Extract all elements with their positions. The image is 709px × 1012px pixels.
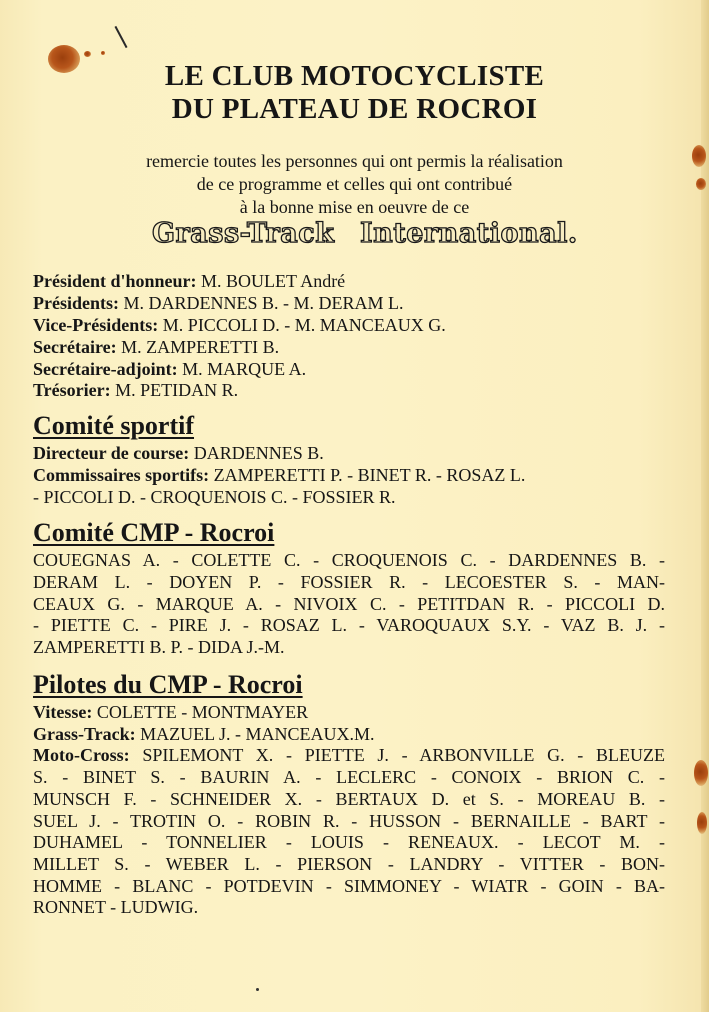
officer-secretaire-adjoint: Secrétaire-adjoint: M. MARQUE A. — [33, 359, 307, 379]
rust-stain-dot-2 — [101, 51, 105, 55]
commissaires-sportifs: Commissaires sportifs: ZAMPERETTI P. - BINET R. - ROSAZ L. — [33, 465, 526, 485]
heading-comite-cmp: Comité CMP - Rocroi — [33, 518, 275, 547]
officer-vice-presidents: Vice-Présidents: M. PICCOLI D. - M. MANCEAUX G. — [33, 315, 446, 335]
intro-line3: à la bonne mise en oeuvre de ce — [239, 197, 470, 217]
heading-pilotes: Pilotes du CMP - Rocroi — [33, 670, 303, 699]
officer-president-honneur: Président d'honneur: M. BOULET André — [33, 271, 346, 291]
rust-stain-right-lower-2 — [697, 812, 707, 834]
comite-cmp-line1: COUEGNAS A. - COLETTE C. - CROQUENOIS C. - DARDENNES B. - — [33, 550, 665, 570]
intro-line2: de ce programme et celles qui ont contribué — [196, 174, 513, 194]
moto-cross-line2: S. - BINET S. - BAURIN A. - LECLERC - CONOIX - BRION C. - — [33, 767, 665, 787]
event-word-grass-track: Grass-Track — [152, 218, 335, 249]
comite-cmp-line4: - PIETTE C. - PIRE J. - ROSAZ L. - VAROQUAUX S.Y. - VAZ B. J. - — [33, 615, 665, 635]
comite-cmp-line3: CEAUX G. - MARQUE A. - NIVOIX C. - PETITDAN R. - PICCOLI D. — [33, 594, 665, 614]
ink-dot — [256, 988, 259, 991]
rust-stain-dot — [84, 51, 91, 57]
pilotes-vitesse: Vitesse: COLETTE - MONTMAYER — [33, 702, 309, 722]
event-word-international: International. — [360, 218, 578, 249]
comite-cmp-line5: ZAMPERETTI B. P. - DIDA J.-M. — [33, 637, 285, 657]
page-title-line1: LE CLUB MOTOCYCLISTE — [164, 60, 545, 92]
comite-cmp-line2: DERAM L. - DOYEN P. - FOSSIER R. - LECOESTER S. - MAN- — [33, 572, 665, 592]
moto-cross-line4: SUEL J. - TROTIN O. - ROBIN R. - HUSSON - BERNAILLE - BART - — [33, 811, 665, 831]
officer-secretaire: Secrétaire: M. ZAMPERETTI B. — [33, 337, 280, 357]
event-name — [0, 214, 709, 254]
pilotes-grass-track: Grass-Track: MAZUEL J. - MANCEAUX.M. — [33, 724, 375, 744]
pilotes-moto-cross: Moto-Cross: SPILEMONT X. - PIETTE J. - ARBONVILLE G. - BLEUZE — [33, 745, 665, 765]
intro-line1: remercie toutes les personnes qui ont permis la réalisation — [146, 151, 563, 171]
moto-cross-line5: DUHAMEL - TONNELIER - LOUIS - RENEAUX. - LECOT M. - — [33, 832, 665, 852]
moto-cross-line8: RONNET - LUDWIG. — [33, 897, 199, 917]
officer-tresorier: Trésorier: M. PETIDAN R. — [33, 380, 239, 400]
moto-cross-line3: MUNSCH F. - SCHNEIDER X. - BERTAUX D. et S. - MOREAU B. - — [33, 789, 665, 809]
page-title-line2: DU PLATEAU DE ROCROI — [171, 93, 538, 125]
directeur-de-course: Directeur de course: DARDENNES B. — [33, 443, 324, 463]
heading-comite-sportif: Comité sportif — [33, 411, 195, 440]
officer-presidents: Présidents: M. DARDENNES B. - M. DERAM L. — [33, 293, 404, 313]
commissaires-sportifs-line2: - PICCOLI D. - CROQUENOIS C. - FOSSIER R. — [33, 487, 396, 507]
rust-stain-right-lower — [694, 760, 708, 786]
moto-cross-line6: MILLET S. - WEBER L. - PIERSON - LANDRY - VITTER - BON- — [33, 854, 665, 874]
moto-cross-line7: HOMME - BLANC - POTDEVIN - SIMMONEY - WIATR - GOIN - BA- — [33, 876, 665, 896]
